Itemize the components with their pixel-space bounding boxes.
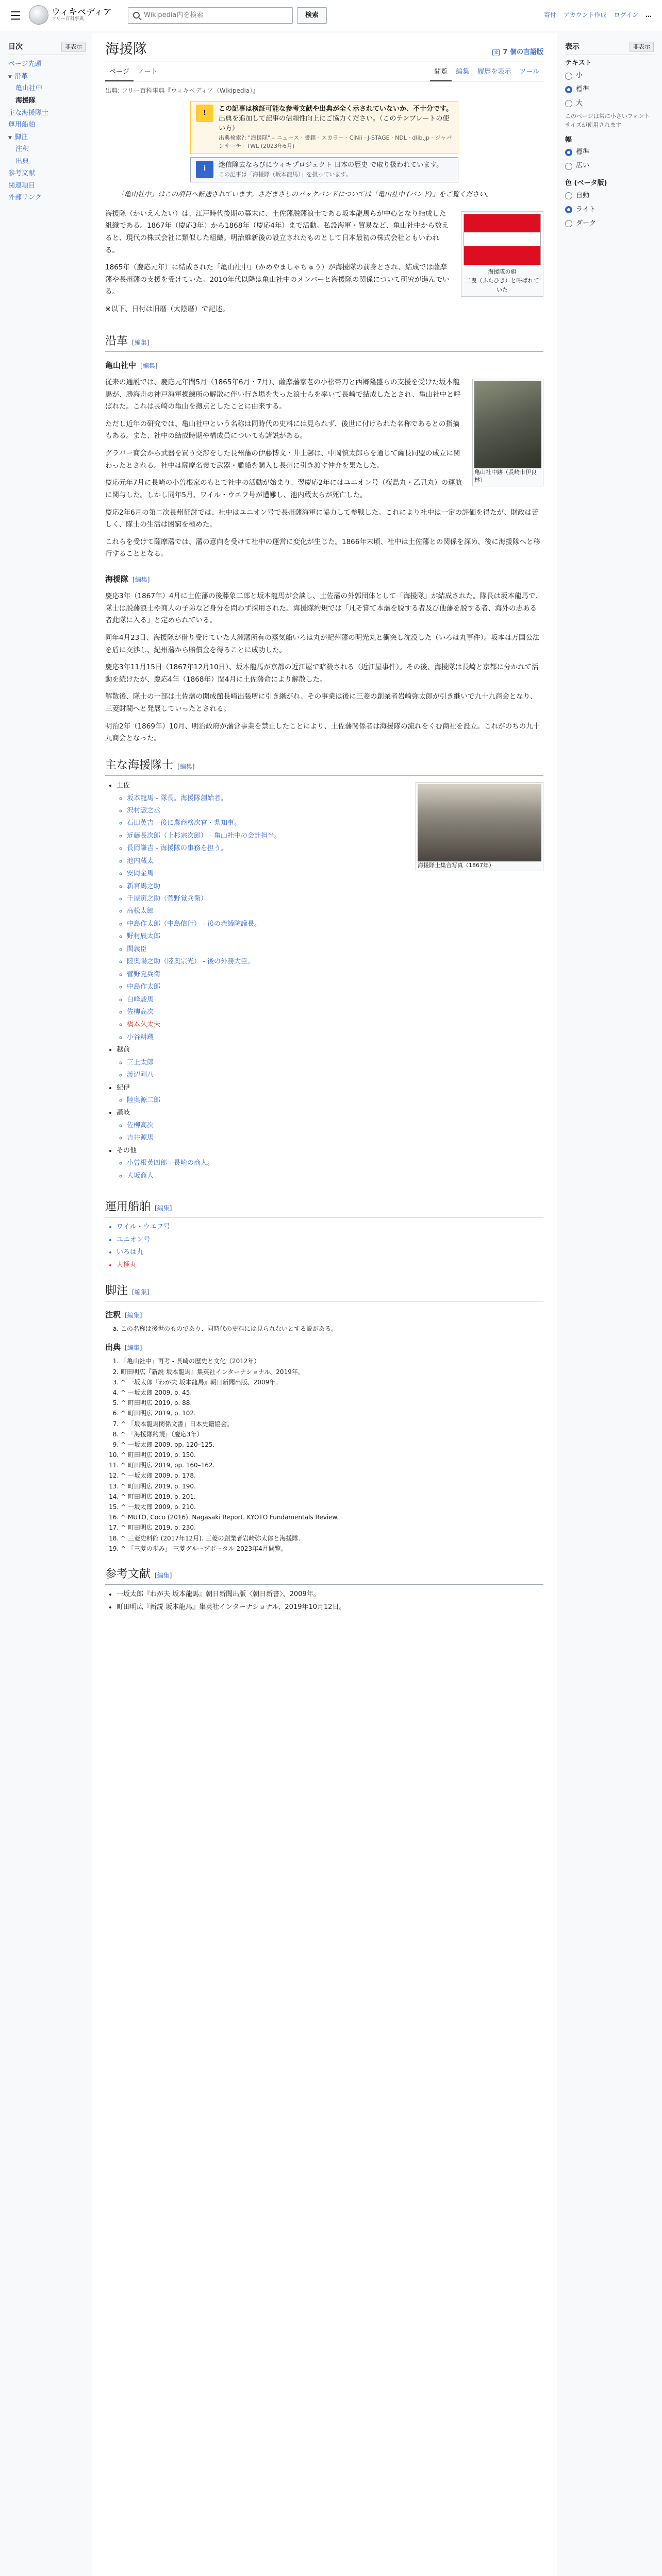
from-line: 出典: フリー百科事典『ウィキペディア（Wikipedia）』 <box>105 87 259 95</box>
toc-item-top[interactable]: ページ先頭 <box>8 60 42 69</box>
reference-item[interactable]: 17. ^ 町田明広 2019, p. 230. <box>121 1523 543 1533</box>
project-notice: i 迷信除去ならびにウィキプロジェクト 日本の歴史 で取り扱われています。 この記事は「海援隊（坂本龍馬）」を扱っています。 <box>190 157 458 182</box>
kaientai-paragraph: 明治2年（1869年）10月、明治政府が藩営事業を禁止したことにより、土佐藩関係者は海援隊の流れをくむ商社を設立。これがのちの九十九商会となった。 <box>105 722 540 743</box>
toc-item-kaientai[interactable]: 海援隊 <box>15 97 36 105</box>
citation-search-links[interactable]: 出典検索?: "海援隊" – ニュース · 書籍 · スカラー · CiNii · J-STAGE · NDL · dlib.jp · ジャパンサーチ · TWL (2023年6月) <box>219 134 452 149</box>
section-bibliography-heading: 参考文献 [編集] <box>105 1565 543 1585</box>
annotations-list <box>121 1324 543 1334</box>
list-item[interactable]: ◦ 陸奥陽之助（陸奥宗光） - 後の外務大臣。 <box>127 956 543 967</box>
toc-title: 目次 <box>8 43 23 51</box>
tab-page[interactable]: ページ <box>105 64 134 81</box>
photo-caption: 亀山社中跡（長崎市伊良林） <box>474 468 537 484</box>
user-links <box>544 10 652 20</box>
language-icon: 文 <box>492 49 500 56</box>
site-header <box>0 0 662 31</box>
reference-item[interactable]: 7. ^ 「坂本龍馬関係文書」日本史籍協会。 <box>121 1419 543 1429</box>
info-icon: i <box>196 161 213 178</box>
list-item[interactable]: ◦ 高松太郎 <box>127 906 543 917</box>
toc-item-kameyama[interactable]: 亀山社中 <box>15 84 43 93</box>
donate-link[interactable]: 寄付 <box>543 11 556 19</box>
color-auto-option[interactable]: 自動 <box>565 189 654 203</box>
ships-list <box>117 1222 543 1270</box>
radio-icon[interactable] <box>565 100 572 107</box>
list-item[interactable]: ◦ 佐柳高次 <box>127 1120 543 1131</box>
list-item[interactable]: ◦ 大坂商人 <box>127 1171 543 1181</box>
list-item[interactable]: ◦ 坂本龍馬 - 隊長。海援隊創始者。 <box>127 793 543 804</box>
article-content <box>92 33 557 2576</box>
radio-icon[interactable] <box>565 163 572 170</box>
section-ships-heading: 運用船舶 [編集] <box>105 1198 543 1217</box>
list-item[interactable]: ◦ 中島作太郎（中島信行） - 後の衆議院議長。 <box>127 919 543 929</box>
text-size-large-option[interactable]: 大 <box>565 97 654 111</box>
reference-item[interactable]: 9. ^ 一坂太郎 2009, pp. 120–125. <box>121 1440 543 1450</box>
toc-hide-button[interactable]: 非表示 <box>61 42 86 52</box>
reference-item[interactable]: 1. 「亀山社中」再考 - 長崎の歴史と文化（2012年） <box>121 1357 543 1366</box>
reference-item[interactable]: 11. ^ 町田明広 2019, pp. 160–162. <box>121 1461 543 1470</box>
tab-read[interactable]: 閲覧 <box>430 64 452 81</box>
list-item[interactable]: ◦ 新宮馬之助 <box>127 881 543 892</box>
warning-icon: ! <box>196 105 213 122</box>
member-group: • 土佐 ◦ 坂本龍馬 - 隊長。海援隊創始者。 ◦ 沢村惣之丞 ◦ 石田英吉 - 後に農商務次官・県知事。 ◦ 近藤長次郎（上杉宗次郎） - 亀山社中の会計担当。 ◦ 長岡謙吉 - 海援隊の事務を担う。 ◦ 池内蔵太 ◦ 安岡金馬 ◦ 新宮馬之助 ◦ 千屋寅之助（菅野覚兵衛） ◦ 高松太郎 ◦ 中島作太郎（中島信行） - 後の衆議院議長。 ◦ 野村辰太郎 ◦ 関義臣 ◦ 陸奥陽之助（陸奥宗光） - 後の外務大臣。 ◦ 菅野覚兵衛 ◦ 中島作太郎 ◦ 白峰駿馬 ◦ 佐柳高次 ◦ 橋本久太夫 ◦ 小谷耕蔵 <box>117 780 543 1043</box>
kameyama-paragraph: ただし近年の研究では、亀山社中という名称は同時代の史料には見られず、後世に付けられた名称であるとの指摘もある。また、社中の結成時期や構成員についても諸説がある。 <box>105 419 460 440</box>
radio-icon[interactable] <box>565 192 572 199</box>
site-title: ウィキペディア <box>52 7 112 18</box>
radio-selected-icon[interactable] <box>565 86 572 93</box>
kameyama-paragraph: グラバー商会から武器を買う交渉をした長州藩の伊藤博文・井上馨は、中岡慎太郎らを通じて薩長同盟の成立に関わったとされる。社中は薩摩名義で武器・艦船を購入し長州に引き渡す仲介を果たした。 <box>105 449 460 470</box>
list-item[interactable]: • ユニオン号 <box>117 1234 543 1245</box>
list-item[interactable]: ◦ 野村辰太郎 <box>127 931 543 942</box>
create-account-link[interactable]: アカウント作成 <box>563 11 607 19</box>
reference-item[interactable]: 19. ^ 「三菱の歩み」 三菱グループポータル 2023年4月閲覧。 <box>121 1544 543 1554</box>
flag-infobox <box>461 211 543 297</box>
edit-link[interactable]: 編集 <box>134 338 147 346</box>
section-notes-heading: 脚注 [編集] <box>105 1282 543 1301</box>
bibliography-list <box>117 1589 543 1613</box>
main-menu-button[interactable] <box>8 8 23 23</box>
edit-link[interactable]: 編集 <box>157 1205 170 1212</box>
list-item[interactable]: ◦ 安岡金馬 <box>127 868 543 879</box>
list-item[interactable]: ◦ 吉井源馬 <box>127 1132 543 1143</box>
reference-item[interactable]: 2. 町田明広『新説 坂本龍馬』集英社インターナショナル、2019年。 <box>121 1367 543 1377</box>
section-kaientai-heading: 海援隊 [編集] <box>105 574 150 584</box>
toc-item-related[interactable]: 関連項目 <box>8 181 36 190</box>
section-sources-heading: 出典 [編集] <box>105 1343 142 1352</box>
toc-item-bibliography[interactable]: 参考文献 <box>8 170 36 178</box>
member-group: • 讃岐 ◦ 佐柳高次 ◦ 吉井源馬 <box>117 1107 543 1143</box>
annotation-item: a. この名称は後世のものであり、同時代の史料には見られないとする説がある。 <box>121 1324 543 1334</box>
text-size-standard-option[interactable]: 標準 <box>565 83 654 97</box>
section-kameyama-heading: 亀山社中 [編集] <box>105 360 158 370</box>
kameyama-paragraph: 慶応元年7月に長崎の小曽根家のもとで社中の活動が始まり、翌慶応2年にはユニオン号（桜島丸・乙丑丸）の運航に関与した。しかし同年5月、ワイル・ウエフ号が遭難し、池内蔵太らが死亡した。 <box>105 479 462 499</box>
reference-item[interactable]: 14. ^ 町田明広 2019, p. 201. <box>121 1492 543 1502</box>
text-size-label: テキスト <box>565 59 592 67</box>
kaientai-paragraph: 解散後、隊士の一部は土佐藩の開成館長崎出張所に引き継がれ、その事業は後に三菱の創業者岩崎弥太郎が引き継いで九十九商会となり、三菱財閥へと発展していったとされる。 <box>105 692 537 714</box>
intro-paragraph: 海援隊（かいえんたい）は、江戸時代後期の幕末に、土佐藩脱藩浪士である坂本龍馬らが中心となり結成した組織である。1867年（慶応3年）から1868年（慶応4年）まで活動。私設海軍・貿易など、亀山社中から数えると、現代の株式会社に類似した組織。明治維新後の設立されたものとして日本最初の株式会社ともいわれる。 <box>105 209 449 255</box>
list-item[interactable]: ◦ 三上太郎 <box>127 1057 543 1068</box>
toc-item-external[interactable]: 外部リンク <box>8 194 42 202</box>
list-item[interactable]: ◦ 白峰駿馬 <box>127 994 543 1005</box>
tab-talk[interactable]: ノート <box>137 68 158 76</box>
tab-history[interactable]: 履歴を表示 <box>477 68 511 76</box>
references-list <box>121 1357 543 1554</box>
member-group: • その他 ◦ 小曽根英四郎 - 長崎の商人。 ◦ 大坂商人 <box>117 1145 543 1181</box>
list-item[interactable]: • 大極丸 <box>117 1260 543 1270</box>
reference-item[interactable]: 13. ^ 町田明広 2019, p. 190. <box>121 1482 543 1492</box>
citation-needed-notice: ! この記事は検証可能な参考文献や出典が全く示されていないか、不十分です。 出典を追加して記事の信頼性向上にご協力ください。（このテンプレートの使い方） 出典検索?: "海援隊" – ニュース · 書籍 · スカラー · CiNii · J-STAGE · NDL · dlib.jp · ジャパンサーチ · TWL (2023年6月) <box>190 101 458 154</box>
radio-selected-icon[interactable] <box>565 206 572 213</box>
color-light-option[interactable]: ライト <box>565 203 654 217</box>
appearance-hide-button[interactable]: 非表示 <box>630 42 654 52</box>
color-dark-option[interactable]: ダーク <box>565 217 654 231</box>
list-item[interactable]: ◦ 関義臣 <box>127 944 543 955</box>
toc-item-members[interactable]: 主な海援隊士 <box>8 109 49 117</box>
width-label: 幅 <box>565 135 572 144</box>
search-icon <box>133 12 140 19</box>
list-item[interactable]: ◦ 渡辺剛八 <box>127 1070 543 1080</box>
list-item[interactable]: ◦ 石田英吉 - 後に農商務次官・県知事。 <box>127 818 543 828</box>
intro-paragraph: ※以下、日付は旧暦（太陰暦）で記述。 <box>105 305 229 314</box>
kameyama-paragraph: 慶応2年6月の第二次長州征討では、社中はユニオン号で長州藩海軍に協力して参戦した。これにより社中は一定の評価を得たが、財政は苦しく、隊士の生活は困窮を極めた。 <box>105 508 539 529</box>
user-more-button[interactable]: … <box>646 11 652 19</box>
members-group-image[interactable] <box>418 784 541 861</box>
toc-item-history[interactable]: ▼ 沿革 <box>8 72 28 80</box>
tab-edit[interactable]: 編集 <box>456 68 470 76</box>
list-item[interactable]: ◦ 菅野覚兵衛 <box>127 969 543 980</box>
text-size-small-option[interactable]: 小 <box>565 69 654 83</box>
color-label: 色 (ベータ版) <box>565 179 607 188</box>
appearance-panel <box>565 41 654 230</box>
language-button[interactable]: 文 7 個の言語版 <box>492 47 543 58</box>
kaientai-paragraph: 慶応3年11月15日（1867年12月10日）、坂本龍馬が京都の近江屋で暗殺される（近江屋事件）。その後、海援隊は長崎と京都に分かれて活動を続けたが、慶応4年（1868年）閏4月に土佐藩命により解散した。 <box>105 663 539 684</box>
site-tagline: フリー百科事典 <box>52 16 84 22</box>
flag-caption: 海援隊の旗 二曳（ふたひき）と呼ばれていた <box>465 268 539 293</box>
list-item[interactable]: ◦ 長岡謙吉 - 海援隊の事務を担う。 <box>127 843 543 854</box>
toc-item-annotations[interactable]: 注釈 <box>15 145 29 154</box>
radio-icon[interactable] <box>565 220 572 227</box>
kaientai-paragraph: 慶応3年（1867年）4月に土佐藩の後藤象二郎と坂本龍馬が会談し、土佐藩の外郭団体として「海援隊」が結成された。隊長は坂本龍馬で、隊士は脱藩浪士や商人の子弟など身分を問わず採用された。海援隊約規では「凡そ嘗て本藩を脱する者及び他藩を脱する者、海外の志ある者此隊に入る」と定められている。 <box>105 592 542 625</box>
edit-link[interactable]: 編集 <box>135 576 147 584</box>
photo-caption: 海援隊士集合写真（1867年） <box>418 862 494 869</box>
kameyama-paragraph: これらを受けて薩摩藩では、藩の意向を受けて社中の運営に変化が生じた。1866年末頃、社中は土佐藩との関係を深め、後に海援隊へと移行することとなる。 <box>105 537 540 558</box>
disambiguation-note: 「亀山社中」はこの項目へ転送されています。さだまさしのバックバンドについては「亀山社中 (バンド)」をご覧ください。 <box>118 190 493 198</box>
list-item[interactable]: ◦ 佐柳高次 <box>127 1007 543 1018</box>
edit-link[interactable]: 編集 <box>142 362 155 369</box>
edit-link[interactable]: 編集 <box>127 1312 140 1319</box>
list-item[interactable]: • ワイル・ウエフ号 <box>117 1222 543 1232</box>
table-of-contents <box>8 41 86 215</box>
kameyama-site-image[interactable] <box>474 381 541 468</box>
kameyama-paragraph: 従来の通説では、慶応元年閏5月（1865年6月・7月）、薩摩藩家老の小松帯刀と西郷隆盛らの支援を受けた坂本龍馬が、勝海舟の神戸海軍操練所の解散に伴い行き場を失った浪士らを率いて長崎で結成したとされ、亀山社中と呼ばれた。これは長崎の亀山を拠点としたことに由来する。 <box>105 378 461 411</box>
reference-item[interactable]: 16. ^ MUTO, Coco (2016). Nagasaki Report. KYOTO Fundamentals Review. <box>121 1513 543 1522</box>
site-logo[interactable] <box>29 5 112 25</box>
reference-item[interactable]: 15. ^ 一坂太郎 2009, p. 210. <box>121 1502 543 1512</box>
section-history-heading: 沿革 [編集] <box>105 332 543 352</box>
list-item[interactable]: ◦ 中島作太郎 <box>127 981 543 992</box>
list-item[interactable]: ◦ 陸奥源二郎 <box>127 1095 543 1106</box>
edit-link[interactable]: 編集 <box>127 1344 140 1352</box>
list-item[interactable]: ◦ 沢村惣之丞 <box>127 805 543 816</box>
section-annotations-heading: 注釈 [編集] <box>105 1310 142 1320</box>
toc-item-sources[interactable]: 出典 <box>15 157 29 165</box>
radio-icon[interactable] <box>565 73 572 80</box>
reference-item[interactable]: 5. ^ 町田明広 2019, p. 88. <box>121 1398 543 1408</box>
chevron-down-icon[interactable]: ▼ <box>8 135 12 141</box>
reference-item[interactable]: 12. ^ 一坂太郎 2009, p. 178. <box>121 1471 543 1481</box>
width-wide-option[interactable]: 広い <box>565 159 654 173</box>
search-input[interactable]: Wikipedia内を検索 <box>128 7 293 24</box>
reference-item[interactable]: 18. ^ 三菱史料館 (2017年12月). 三菱の創業者岩崎弥太郎と海援隊. <box>121 1534 543 1544</box>
login-link[interactable]: ログイン <box>614 11 638 19</box>
list-item[interactable]: ◦ 小曽根英四郎 - 長崎の商人。 <box>127 1158 543 1168</box>
list-item[interactable]: ◦ 近藤長次郎（上杉宗次郎） - 亀山社中の会計担当。 <box>127 831 543 841</box>
radio-selected-icon[interactable] <box>565 149 572 156</box>
search-button[interactable]: 検索 <box>297 7 327 24</box>
list-item: • 町田明広『新説 坂本龍馬』集英社インターナショナル、2019年10月12日。 <box>117 1602 543 1613</box>
list-item[interactable]: ◦ 千屋寅之助（菅野覚兵衛） <box>127 893 543 904</box>
tab-tools[interactable]: ツール <box>519 68 539 76</box>
chevron-down-icon[interactable]: ▼ <box>8 74 12 80</box>
member-group: • 越前 ◦ 三上太郎 ◦ 渡辺剛八 <box>117 1044 543 1080</box>
wikipedia-globe-icon <box>29 5 48 25</box>
edit-link[interactable]: 編集 <box>157 1571 170 1579</box>
intro-paragraph: 1865年（慶応元年）に結成された「亀山社中」（かめやましゃちゅう）が海援隊の前身とされ、結成では薩摩藩や長州藩の支援を受けていた。2010年代以降は亀山社中のメンバーと海援隊の関係について研究が進んでいる。 <box>105 263 450 296</box>
page-title: 海援隊 <box>105 41 147 57</box>
list-item[interactable]: ◦ 小谷耕蔵 <box>127 1032 543 1043</box>
text-size-note: このページは常に小さいフォントサイズが使用されます <box>565 112 650 129</box>
edit-link[interactable]: 編集 <box>179 762 192 770</box>
kaientai-flag-image[interactable] <box>464 214 541 265</box>
section-members-heading: 主な海援隊士 [編集] <box>105 756 543 776</box>
reference-item[interactable]: 10. ^ 町田明広 2019, p. 150. <box>121 1450 543 1460</box>
reference-item[interactable]: 6. ^ 町田明広 2019, p. 102. <box>121 1409 543 1418</box>
appearance-title: 表示 <box>565 43 580 51</box>
toc-item-ships[interactable]: 運用船舶 <box>8 121 36 129</box>
list-item: • 一坂太郎『わが夫 坂本龍馬』朝日新聞出版〈朝日新書〉、2009年。 <box>117 1589 543 1600</box>
member-group: • 紀伊 ◦ 陸奥源二郎 <box>117 1082 543 1106</box>
list-item[interactable]: • いろは丸 <box>117 1247 543 1258</box>
members-photo <box>416 782 543 871</box>
toc-item-notes[interactable]: ▼ 脚注 <box>8 133 28 141</box>
edit-link[interactable]: 編集 <box>134 1289 147 1296</box>
reference-item[interactable]: 4. ^ 一坂太郎 2009, p. 45. <box>121 1388 543 1398</box>
kaientai-paragraph: 同年4月23日、海援隊が借り受けていた大洲藩所有の蒸気船いろは丸が紀州藩の明光丸と衝突し沈没した（いろは丸事件）。坂本は万国公法を盾に交渉し、紀州藩から賠償金を得ることに成功した。 <box>105 633 540 654</box>
list-item[interactable]: ◦ 橋本久太夫 <box>127 1019 543 1030</box>
kameyama-photo <box>472 379 543 486</box>
list-item[interactable]: ◦ 池内蔵太 <box>127 856 543 867</box>
reference-item[interactable]: 8. ^ 「海援隊約規」（慶応3年） <box>121 1430 543 1439</box>
reference-item[interactable]: 3. ^ 一坂太郎『わが夫 坂本龍馬』朝日新聞出版、2009年。 <box>121 1378 543 1387</box>
width-standard-option[interactable]: 標準 <box>565 146 654 160</box>
